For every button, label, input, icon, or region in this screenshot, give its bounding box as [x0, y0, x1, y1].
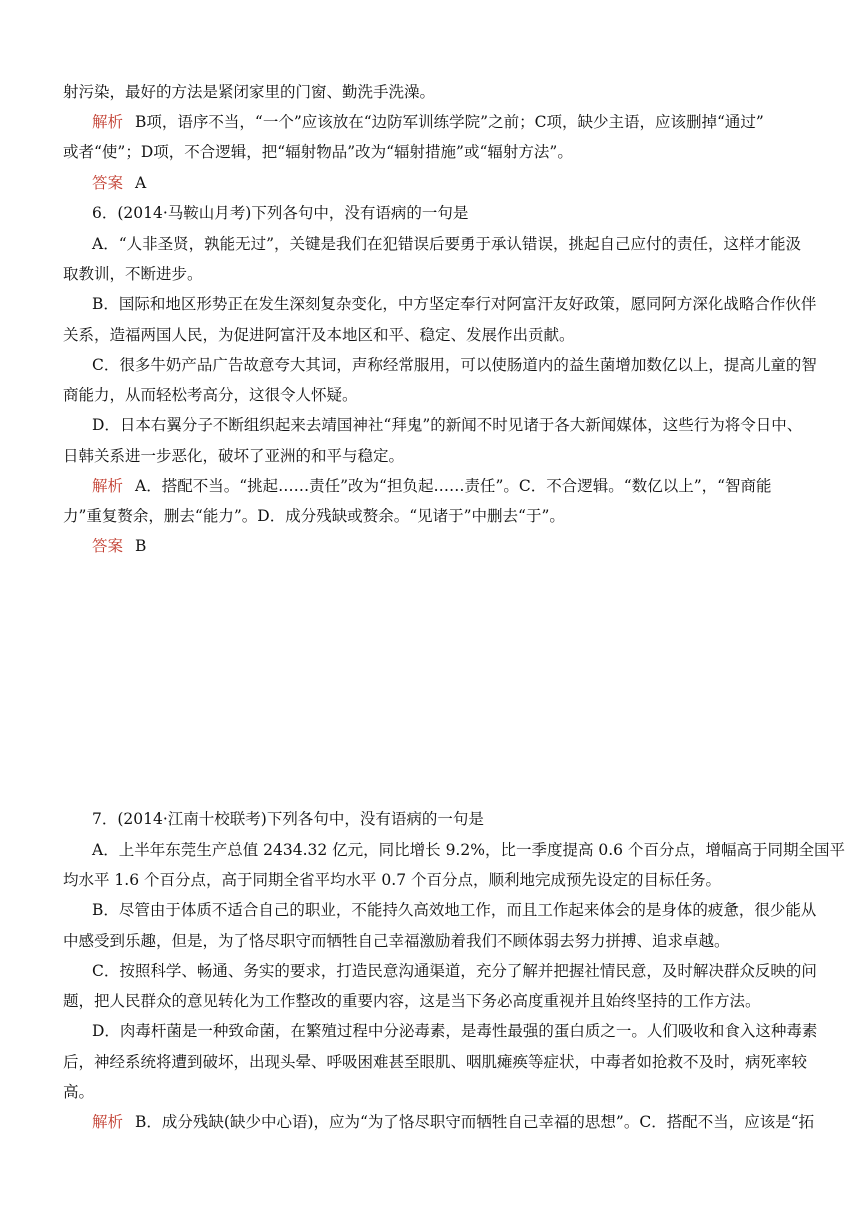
answer-value: A	[135, 174, 147, 192]
answer-value: B	[135, 537, 147, 555]
analysis-label: 解析	[92, 113, 124, 131]
analysis-label: 解析	[92, 477, 124, 495]
q6-option-c: C．很多牛奶产品广告故意夸大其词，声称经常服用，可以使肠道内的益生菌增加数亿以上，提高儿童的智	[92, 356, 817, 374]
paragraph-line: 射污染，最好的方法是紧闭家里的门窗、勤洗手洗澡。	[63, 83, 436, 101]
q6-answer-line	[0, 536, 860, 556]
q7-option-d: D．肉毒杆菌是一种致命菌，在繁殖过程中分泌毒素，是毒性最强的蛋白质之一。人们吸收和食入这种毒素	[92, 1022, 818, 1040]
q7-option-a: A．上半年东莞生产总值 2434.32 亿元，同比增长 9.2%，比一季度提高 0.6 个百分点，增幅高于同期全国平	[92, 841, 845, 859]
paragraph-line: 中感受到乐趣，但是，为了恪尽职守而牺牲自己幸福激励着我们不顾体弱去努力拼搏、追求卓越。	[63, 932, 730, 950]
paragraph-line: 取教训，不断进步。	[63, 265, 203, 283]
q7-analysis-line: 解析 B．成分残缺(缺少中心语)，应为“为了恪尽职守而牺牲自己幸福的思想”。C．搭配不当，应该是“拓	[92, 1113, 815, 1131]
paragraph-line: 关系，造福两国人民，为促进阿富汗及本地区和平、稳定、发展作出贡献。	[63, 326, 575, 344]
q7-option-c: C．按照科学、畅通、务实的要求，打造民意沟通渠道，充分了解并把握社情民意，及时解决群众反映的问	[92, 962, 817, 980]
paragraph-line: 题，把人民群众的意见转化为工作整改的重要内容，这是当下务必高度重视并且始终坚持的工作方法。	[63, 992, 761, 1010]
q5-answer-line	[0, 173, 860, 193]
paragraph-line: 或者“使”；D项，不合逻辑，把“辐射物品”改为“辐射措施”或“辐射方法”。	[63, 143, 573, 161]
q7-option-b: B．尽管由于体质不适合自己的职业，不能持久高效地工作，而且工作起来体会的是身体的疲惫，很少能从	[92, 901, 817, 919]
q6-stem: 6．(2014·马鞍山月考)下列各句中，没有语病的一句是	[92, 204, 469, 222]
q6-option-a: A．“人非圣贤，孰能无过”，关键是我们在犯错误后要勇于承认错误，挑起自己应付的责任，这样才能汲	[92, 235, 802, 253]
q6-option-d: D．日本右翼分子不断组织起来去靖国神社“拜鬼”的新闻不时见诸于各大新闻媒体，这些行为将令日中、	[92, 416, 803, 434]
paragraph-line: 高。	[63, 1083, 95, 1101]
paragraph-line: 日韩关系进一步恶化，破坏了亚洲的和平与稳定。	[63, 447, 405, 465]
q6-analysis-line: 解析 A．搭配不当。“挑起……责任”改为“担负起……责任”。C．不合逻辑。“数亿以上”，“智商能	[92, 477, 772, 495]
q7-stem: 7．(2014·江南十校联考)下列各句中，没有语病的一句是	[92, 810, 484, 828]
paragraph-line: 力”重复赘余，删去“能力”。D．成分残缺或赘余。“见诸于”中删去“于”。	[63, 507, 565, 525]
paragraph-line: 商能力，从而轻松考高分，这很令人怀疑。	[63, 386, 358, 404]
answer-label: 答案	[92, 174, 124, 192]
paragraph-line: 均水平 1.6 个百分点，高于同期全省平均水平 0.7 个百分点，顺利地完成预先设定的目标任务。	[63, 871, 722, 889]
paragraph-line: 后，神经系统将遭到破坏，出现头晕、呼吸困难甚至眼肌、咽肌瘫痪等症状，中毒者如抢救不及时，病死率较	[63, 1053, 808, 1071]
answer-label: 答案	[92, 537, 124, 555]
q6-option-b: B．国际和地区形势正在发生深刻复杂变化，中方坚定奉行对阿富汗友好政策，愿同阿方深化战略合作伙伴	[92, 295, 817, 313]
analysis-label: 解析	[92, 1113, 124, 1131]
q5-analysis-line: 解析 B项，语序不当，“一个”应该放在“边防军训练学院”之前；C项，缺少主语，应该删掉“通过”	[92, 113, 764, 131]
